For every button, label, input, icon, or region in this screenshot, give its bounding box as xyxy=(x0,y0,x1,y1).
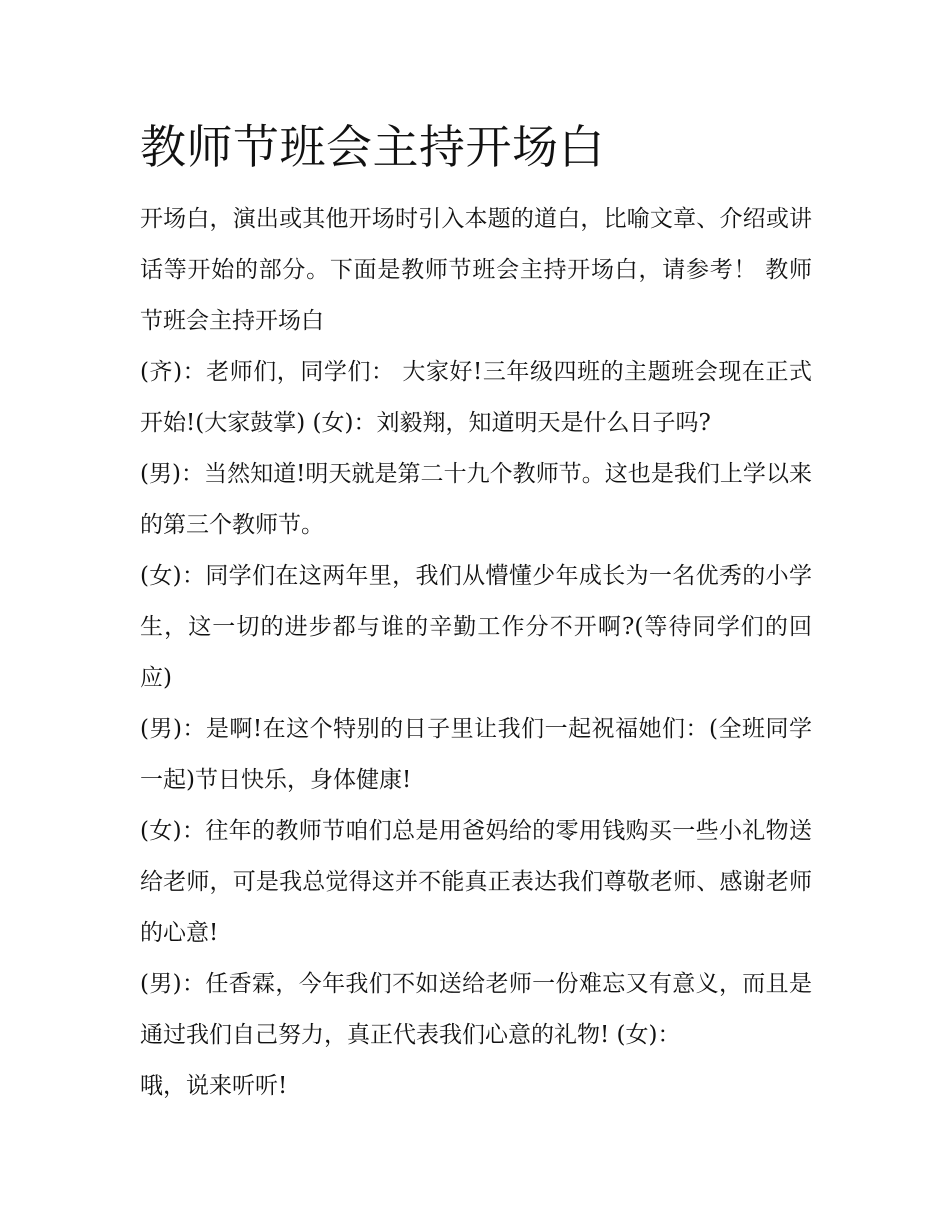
paragraph-boy-1: (男)：当然知道!明天就是第二十九个教师节。这也是我们上学以来的第三个教师节。 xyxy=(140,461,812,538)
paragraph-girl-2: (女)：往年的教师节咱们总是用爸妈给的零用钱购买一些小礼物送给老师，可是我总觉得这并不能真正表达我们尊敬老师、感谢老师的心意! xyxy=(140,818,812,946)
paragraph-intro: 开场白，演出或其他开场时引入本题的道白，比喻文章、介绍或讲话等开始的部分。下面是教师节班会主持开场白，请参考！ 教师节班会主持开场白 xyxy=(140,206,812,334)
paragraph-boy-2: (男)：是啊!在这个特别的日子里让我们一起祝福她们：(全班同学一起)节日快乐，身体健康! xyxy=(140,716,812,793)
paragraph-opening: (齐)：老师们，同学们： 大家好!三年级四班的主题班会现在正式开始!(大家鼓掌) (女)：刘毅翔，知道明天是什么日子吗? xyxy=(140,359,812,436)
paragraph-girl-1: (女)：同学们在这两年里，我们从懵懂少年成长为一名优秀的小学生，这一切的进步都与谁的辛勤工作分不开啊?(等待同学们的回应) xyxy=(140,563,812,691)
document-title: 教师节班会主持开场白 xyxy=(140,120,605,174)
paragraph-boy-3: (男)：任香霖，今年我们不如送给老师一份难忘又有意义，而且是通过我们自己努力，真正代表我们心意的礼物! (女)： xyxy=(140,971,812,1048)
paragraph-girl-3: 哦，说来听听! xyxy=(140,1073,288,1099)
document-body xyxy=(140,194,812,1112)
